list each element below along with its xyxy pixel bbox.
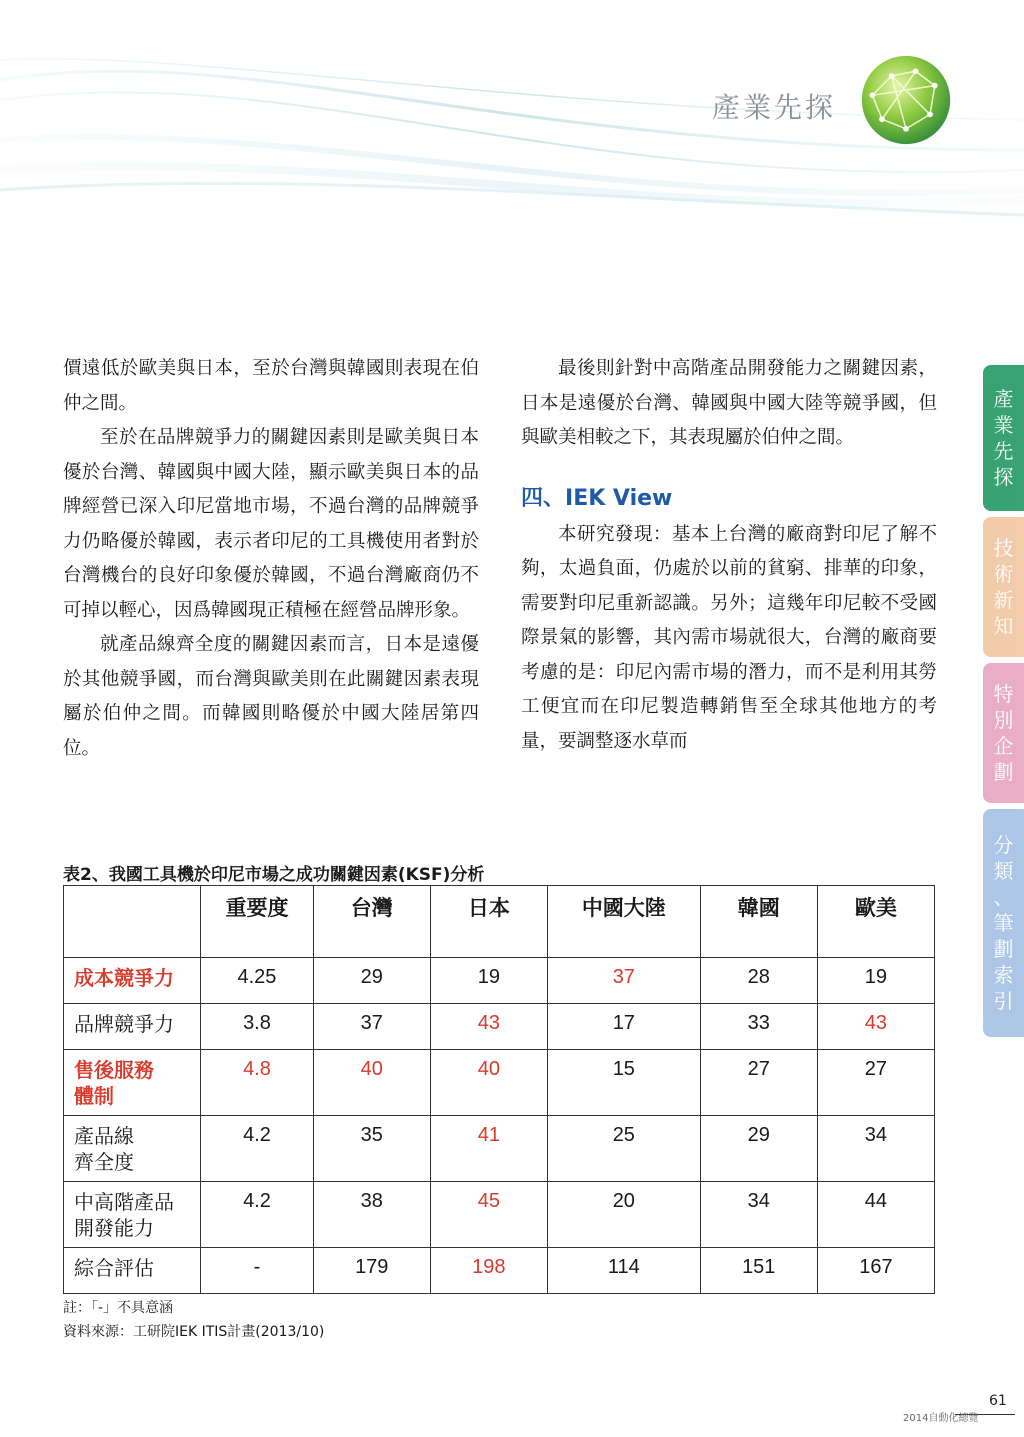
side-tab-char: 別 — [993, 708, 1014, 732]
table-cell: 41 — [430, 1116, 547, 1182]
table-note: 註：「-」不具意涵 — [63, 1300, 174, 1316]
side-tab-char: 新 — [993, 588, 1014, 612]
table-header-cell — [64, 886, 201, 958]
table-row — [64, 1182, 935, 1248]
left-column — [63, 352, 479, 766]
table-cell: 4.25 — [201, 958, 313, 1004]
row-label: 售後服務 體制 — [64, 1050, 201, 1116]
table-cell: 33 — [700, 1004, 817, 1050]
table-cell: 40 — [313, 1050, 430, 1116]
side-tabs — [983, 365, 1024, 1043]
table-header-cell: 重要度 — [201, 886, 313, 958]
publication-name: 2014自動化總覽 — [903, 1413, 979, 1424]
table-cell: 179 — [313, 1248, 430, 1294]
table-header-cell: 日本 — [430, 886, 547, 958]
table-header-cell: 中國大陸 — [547, 886, 700, 958]
table-cell: 34 — [700, 1182, 817, 1248]
table-cell: 38 — [313, 1182, 430, 1248]
row-label: 綜合評估 — [64, 1248, 201, 1294]
table-cell: 27 — [700, 1050, 817, 1116]
table-cell: 3.8 — [201, 1004, 313, 1050]
table-cell: 35 — [313, 1116, 430, 1182]
table-cell: 29 — [313, 958, 430, 1004]
right-column — [521, 352, 937, 759]
side-tab-char: 筆 — [993, 911, 1014, 935]
row-label: 中高階產品 開發能力 — [64, 1182, 201, 1248]
side-tab-char: 劃 — [993, 937, 1014, 961]
table-cell: 15 — [547, 1050, 700, 1116]
section-title: 產業先探 — [712, 91, 837, 124]
side-tab-index[interactable] — [983, 809, 1024, 1037]
table-row — [64, 1004, 935, 1050]
table-cell: 43 — [430, 1004, 547, 1050]
side-tab-char: 特 — [993, 682, 1014, 706]
table-cell: 198 — [430, 1248, 547, 1294]
side-tab-char: 探 — [993, 465, 1014, 489]
table-row — [64, 1248, 935, 1294]
table-header-row — [64, 886, 935, 958]
table-cell: 34 — [817, 1116, 934, 1182]
heading-prefix: 四、 — [521, 485, 566, 511]
side-tab-char: 分 — [993, 833, 1014, 857]
side-tab-char: 產 — [993, 387, 1014, 411]
heading-text: IEK View — [565, 485, 673, 511]
table-cell: 44 — [817, 1182, 934, 1248]
side-tab-char: 企 — [993, 734, 1014, 758]
side-tab-char: 、 — [993, 885, 1014, 909]
table-cell: 151 — [700, 1248, 817, 1294]
table-cell: 4.2 — [201, 1116, 313, 1182]
table-cell: 4.8 — [201, 1050, 313, 1116]
table-cell: 37 — [313, 1004, 430, 1050]
table-cell: 27 — [817, 1050, 934, 1116]
table-cell: 19 — [817, 958, 934, 1004]
row-label: 品牌競爭力 — [64, 1004, 201, 1050]
side-tab-char: 先 — [993, 439, 1014, 463]
side-tab-char: 術 — [993, 562, 1014, 586]
table-row — [64, 1050, 935, 1116]
table-header-cell: 台灣 — [313, 886, 430, 958]
table-row — [64, 1116, 935, 1182]
section-heading — [521, 480, 937, 518]
table-cell: 25 — [547, 1116, 700, 1182]
side-tab-char: 索 — [993, 963, 1014, 987]
table-header-cell: 韓國 — [700, 886, 817, 958]
page-number: 61 — [989, 1393, 1007, 1409]
table-cell: 43 — [817, 1004, 934, 1050]
right-paragraph-2: 本研究發現：基本上台灣的廠商對印尼了解不夠，太過負面，仍處於以前的貧窮、排華的印象，需要對印尼重新認識。另外；這幾年印尼較不受國際景氣的影響，其內需市場就很大，台灣的廠商要考慮的是：印尼內需市場的潛力，而不是利用其勞工便宜而在印尼製造轉銷售至全球其他地方的考量，要調整逐水草而 — [521, 523, 937, 752]
table-cell: 4.2 — [201, 1182, 313, 1248]
table-header-cell: 歐美 — [817, 886, 934, 958]
row-label: 產品線 齊全度 — [64, 1116, 201, 1182]
left-paragraph-2: 至於在品牌競爭力的關鍵因素則是歐美與日本優於台灣、韓國與中國大陸，顯示歐美與日本的品牌經營已深入印尼當地市場，不過台灣的品牌競爭力仍略優於韓國，表示者印尼的工具機使用者對於台灣機台的良好印象優於韓國，不過台灣廠商仍不可掉以輕心，因爲韓國現正積極在經營品牌形象。 — [63, 427, 479, 621]
table-cell: 45 — [430, 1182, 547, 1248]
side-tab-char: 引 — [993, 989, 1014, 1013]
side-tab-tech[interactable] — [983, 517, 1024, 657]
globe-icon — [858, 52, 954, 148]
table-cell: 37 — [547, 958, 700, 1004]
table-cell: - — [201, 1248, 313, 1294]
side-tab-char: 劃 — [993, 760, 1014, 784]
table-cell: 28 — [700, 958, 817, 1004]
side-tab-char: 類 — [993, 859, 1014, 883]
table-caption: 表2、我國工具機於印尼市場之成功關鍵因素(KSF)分析 — [63, 865, 485, 885]
left-paragraph-1: 價遠低於歐美與日本，至於台灣與韓國則表現在伯仲之間。 — [63, 358, 479, 414]
side-tab-char: 技 — [993, 536, 1014, 560]
table-source: 資料來源：工研院IEK ITIS計畫(2013/10) — [63, 1324, 325, 1340]
row-label: 成本競爭力 — [64, 958, 201, 1004]
side-tab-special[interactable] — [983, 663, 1024, 803]
side-tab-char: 業 — [993, 413, 1014, 437]
ksf-table — [63, 885, 935, 1294]
table-cell: 40 — [430, 1050, 547, 1116]
table-cell: 114 — [547, 1248, 700, 1294]
table-row — [64, 958, 935, 1004]
side-tab-char: 知 — [993, 614, 1014, 638]
right-paragraph-1: 最後則針對中高階產品開發能力之關鍵因素，日本是遠優於台灣、韓國與中國大陸等競爭國，但與歐美相較之下，其表現屬於伯仲之間。 — [521, 358, 937, 448]
table-cell: 17 — [547, 1004, 700, 1050]
table-cell: 29 — [700, 1116, 817, 1182]
left-paragraph-3: 就產品線齊全度的關鍵因素而言，日本是遠優於其他競爭國，而台灣與歐美則在此關鍵因素表現屬於伯仲之間。而韓國則略優於中國大陸居第四位。 — [63, 634, 479, 759]
table-cell: 167 — [817, 1248, 934, 1294]
side-tab-industry[interactable] — [983, 365, 1024, 511]
table-cell: 20 — [547, 1182, 700, 1248]
table-cell: 19 — [430, 958, 547, 1004]
